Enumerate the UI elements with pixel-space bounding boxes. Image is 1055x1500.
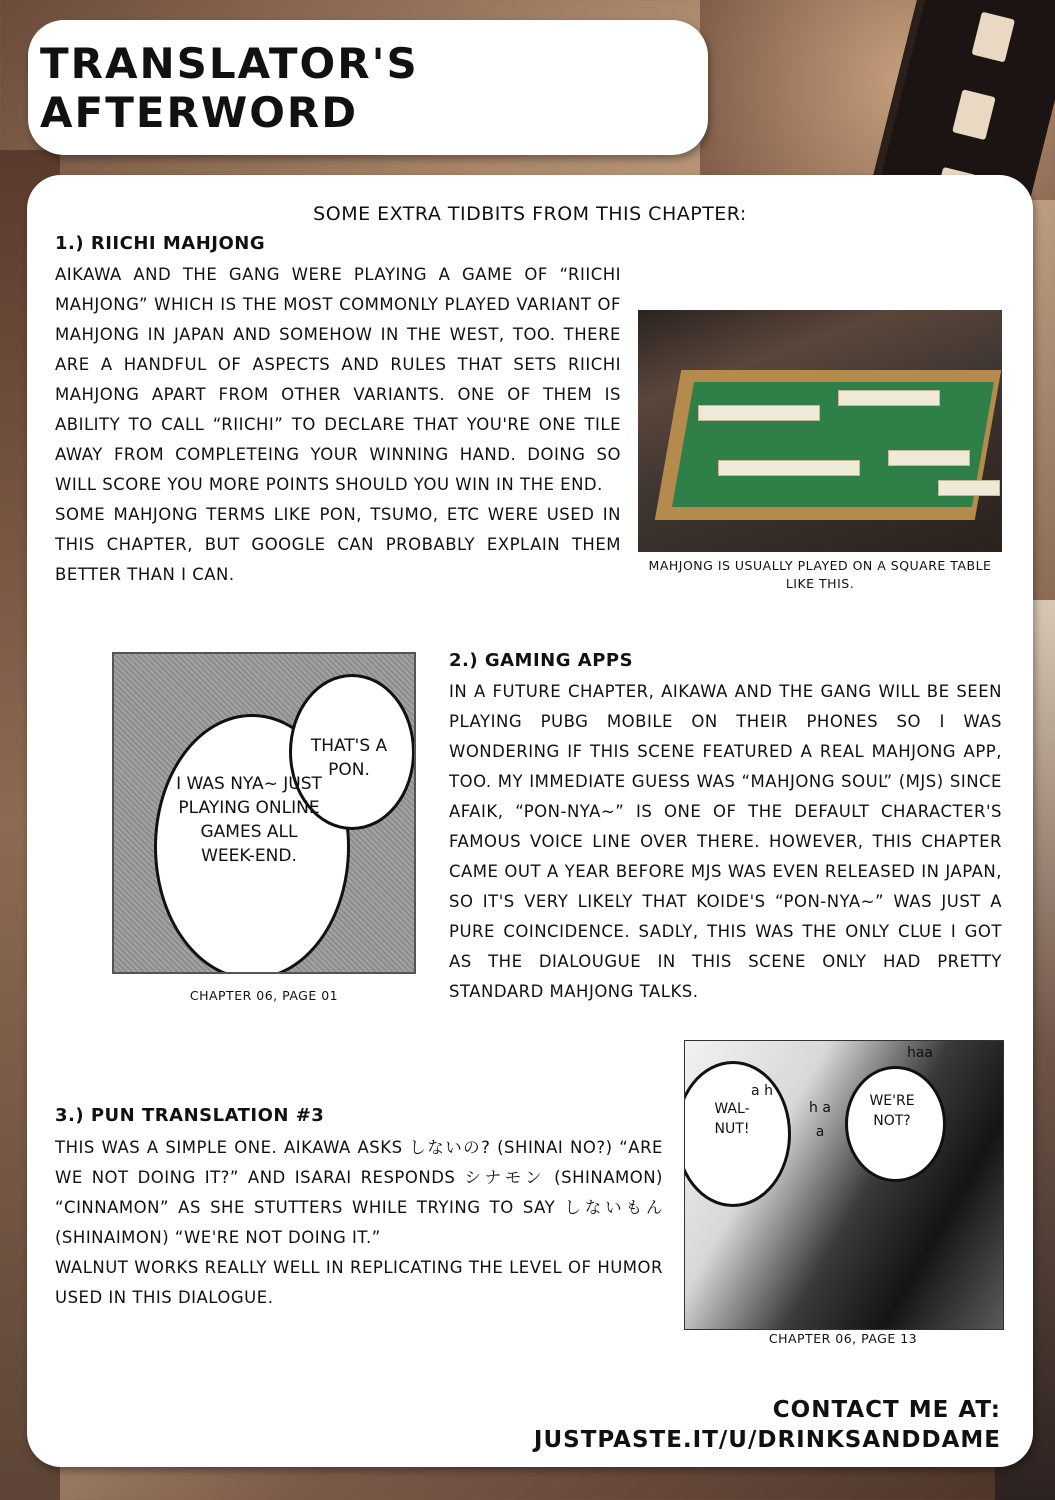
section-2-body [449, 677, 1002, 1007]
section-2-paragraph-1: IN A FUTURE CHAPTER, AIKAWA AND THE GANG WILL BE SEEN PLAYING PUBG MOBILE ON THEIR PHONES SO I WAS WONDERING IF THIS SCENE FEATURED A REAL MAHJONG APP, TOO. MY IMMEDIATE GUESS WAS “MAHJONG SOUL” (MJS) SINCE AFAIK, “PON-NYA~” IS ONE OF THE DEFAULT CHARACTER'S FAMOUS VOICE LINE OVER THERE. HOWEVER, THIS CHAPTER CAME OUT A YEAR BEFORE MJS WAS EVEN RELEASED IN JAPAN, SO IT'S VERY LIKELY THAT KOIDE'S “PON-NYA~” WAS JUST A PURE COINCIDENCE. SADLY, THIS WAS THE ONLY CLUE I GOT AS THE DIALOUGUE IN THIS SCENE ONLY HAD PRETTY STANDARD MAHJONG TALKS. [449, 682, 1002, 1001]
haa-text-2: h a a [809, 1100, 831, 1140]
intro-heading: SOME EXTRA TIDBITS FROM THIS CHAPTER: [313, 203, 747, 225]
section-3-heading: 3.) PUN TRANSLATION #3 [55, 1105, 325, 1126]
walnut-text: WAL-NUT! [714, 1101, 750, 1137]
manga-panel-chapter-06-page-01 [112, 652, 416, 974]
section-1-paragraph-2: SOME MAHJONG TERMS LIKE PON, TSUMO, ETC WERE USED IN THIS CHAPTER, BUT GOOGLE CAN PROBABLY EXPLAIN THEM BETTER THAN I CAN. [55, 505, 621, 584]
not-text: WE'RE NOT? [869, 1093, 915, 1129]
section-3-paragraph-1: THIS WAS A SIMPLE ONE. AIKAWA ASKS しないの? (SHINAI NO?) “ARE WE NOT DOING IT?” AND ISARAI RESPONDS シナモン (SHINAMON) “CINNAMON” AS SHE STUTTERS WHILE TRYING TO SAY しないもん (SHINAIMON) “WE'RE NOT DOING IT.” [55, 1138, 663, 1247]
section-3-body [55, 1133, 663, 1313]
section-1-paragraph-1: AIKAWA AND THE GANG WERE PLAYING A GAME OF “RIICHI MAHJONG” WHICH IS THE MOST COMMONLY PLAYED VARIANT OF MAHJONG IN JAPAN AND SOMEHOW IN THE WEST, TOO. THERE ARE A HANDFUL OF ASPECTS AND RULES THAT SETS RIICHI MAHJONG APART FROM OTHER VARIANTS. ONE OF THEM IS ABILITY TO CALL “RIICHI” TO DECLARE THAT YOU'RE ONE TILE AWAY FROM COMPLETEING YOUR WINNING HAND. DOING SO WILL SCORE YOU MORE POINTS SHOULD YOU WIN IN THE END. [55, 265, 621, 494]
section-1-heading: 1.) RIICHI MAHJONG [55, 233, 266, 254]
manga-panel-chapter-06-page-13 [684, 1040, 1004, 1330]
mahjong-table-photo [638, 310, 1002, 552]
contact-label: CONTACT ME AT: [772, 1397, 1001, 1423]
content-panel [27, 175, 1033, 1467]
page-title: TRANSLATOR'S AFTERWORD [40, 38, 419, 137]
photo-caption: MAHJONG IS USUALLY PLAYED ON A SQUARE TABLE LIKE THIS. [648, 558, 992, 591]
contact-link[interactable]: JUSTPASTE.IT/U/DRINKSANDDAME [533, 1427, 1001, 1453]
ah-text: a h [751, 1083, 773, 1099]
section-1-body [55, 260, 621, 590]
haa-text-1: haa [906, 1045, 934, 1061]
section-2-heading: 2.) GAMING APPS [449, 650, 634, 671]
bubble-left-text: I WAS NYA~ JUST PLAYING ONLINE GAMES ALL WEEK-END. [176, 774, 322, 866]
bubble-right-text: THAT'S A PON. [310, 736, 388, 780]
section-3-paragraph-2: WALNUT WORKS REALLY WELL IN REPLICATING THE LEVEL OF HUMOR USED IN THIS DIALOGUE. [55, 1258, 663, 1307]
title-box [28, 20, 708, 155]
manga-1-caption: CHAPTER 06, PAGE 01 [189, 988, 339, 1003]
manga-2-caption: CHAPTER 06, PAGE 13 [768, 1331, 918, 1346]
